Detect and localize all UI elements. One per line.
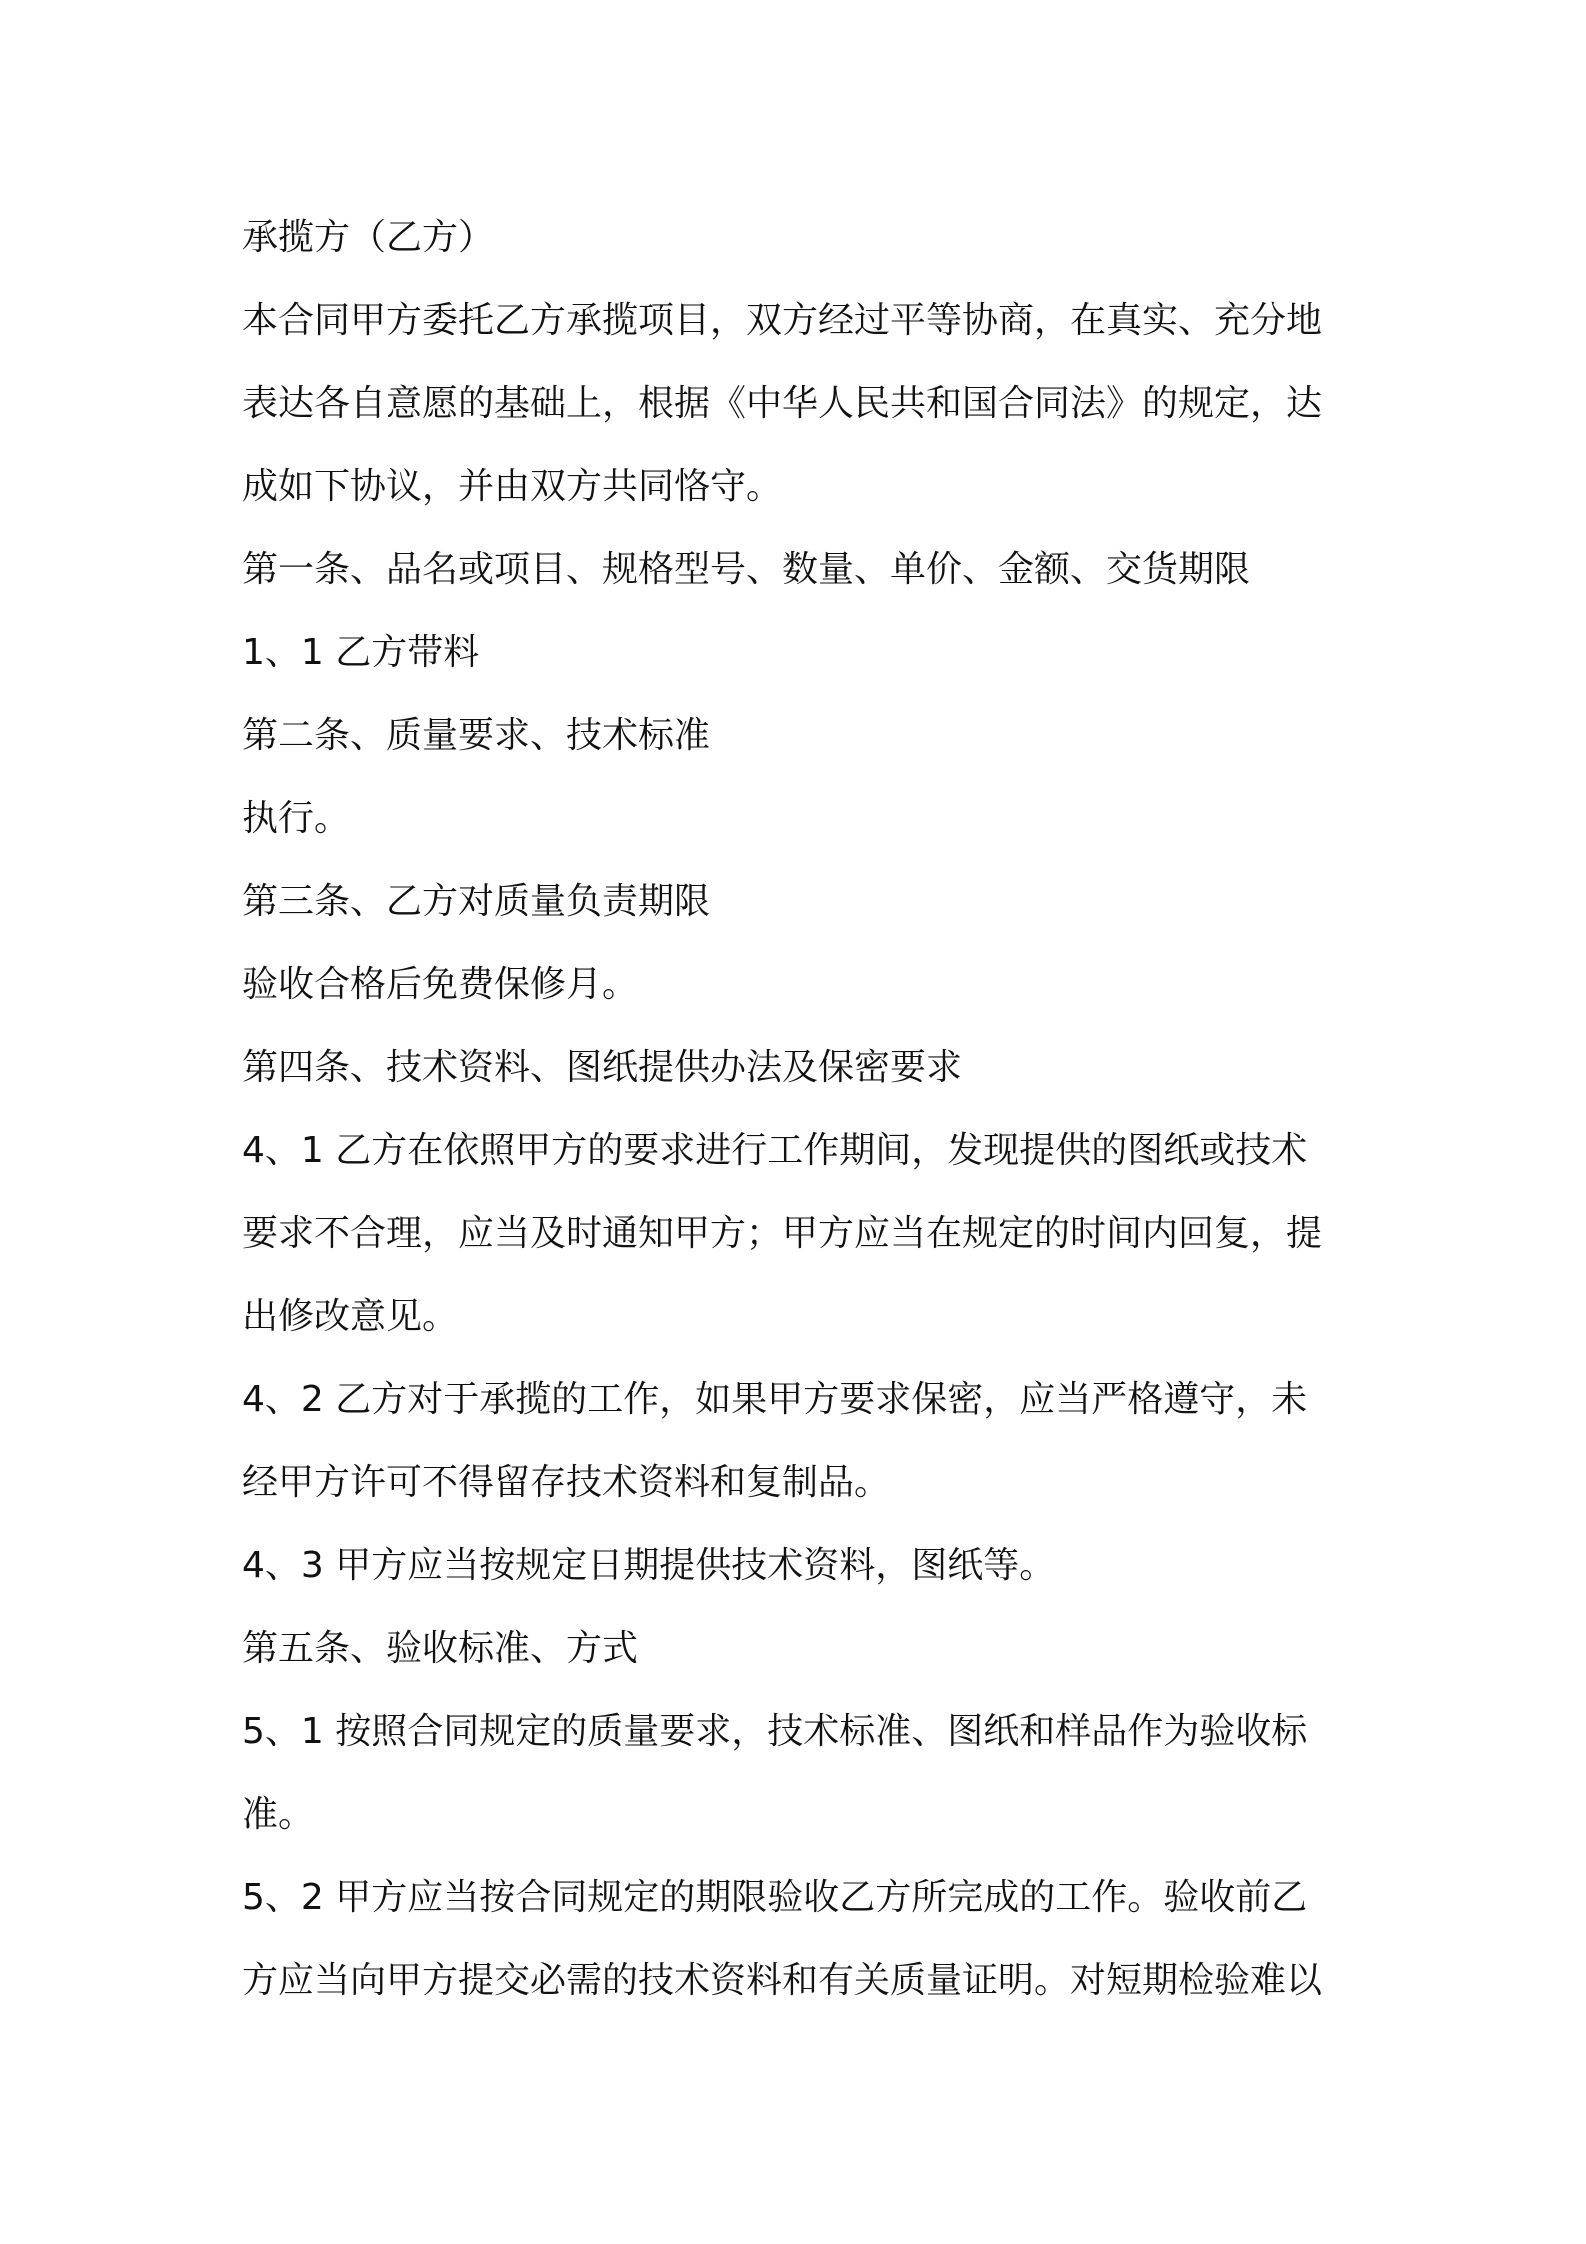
clause-4-2-line-1: 4、2 乙方对于承揽的工作，如果甲方要求保密，应当严格遵守，未 [242, 1379, 1308, 1420]
clause-5-2-line-1: 5、2 甲方应当按合同规定的期限验收乙方所完成的工作。验收前乙 [242, 1877, 1308, 1918]
article-2-text: 执行。 [242, 798, 351, 839]
article-2-heading: 第二条、质量要求、技术标准 [242, 715, 711, 756]
article-3-text: 验收合格后免费保修月。 [242, 964, 639, 1005]
article-1-heading: 第一条、品名或项目、规格型号、数量、单价、金额、交货期限 [242, 549, 1251, 590]
clause-4-1-line-2: 要求不合理，应当及时通知甲方；甲方应当在规定的时间内回复，提 [242, 1213, 1323, 1254]
party-b-heading: 承揽方（乙方） [242, 217, 495, 258]
clause-4-2-line-2: 经甲方许可不得留存技术资料和复制品。 [242, 1462, 891, 1503]
preamble-line-2: 表达各自意愿的基础上，根据《中华人民共和国合同法》的规定，达 [242, 383, 1323, 424]
clause-5-1-line-1: 5、1 按照合同规定的质量要求，技术标准、图纸和样品作为验收标 [242, 1711, 1308, 1752]
clause-5-1-line-2: 准。 [242, 1794, 315, 1835]
preamble-line-3: 成如下协议，并由双方共同恪守。 [242, 466, 783, 507]
article-5-heading: 第五条、验收标准、方式 [242, 1628, 639, 1669]
contract-body [242, 196, 1362, 2022]
clause-1-1: 1、1 乙方带料 [242, 632, 480, 673]
clause-4-1-line-1: 4、1 乙方在依照甲方的要求进行工作期间，发现提供的图纸或技术 [242, 1130, 1308, 1171]
preamble-line-1: 本合同甲方委托乙方承揽项目，双方经过平等协商，在真实、充分地 [242, 300, 1323, 341]
clause-4-3: 4、3 甲方应当按规定日期提供技术资料，图纸等。 [242, 1545, 1056, 1586]
article-4-heading: 第四条、技术资料、图纸提供办法及保密要求 [242, 1047, 963, 1088]
clause-5-2-line-2: 方应当向甲方提交必需的技术资料和有关质量证明。对短期检验难以 [242, 1960, 1323, 2001]
article-3-heading: 第三条、乙方对质量负责期限 [242, 881, 711, 922]
clause-4-1-line-3: 出修改意见。 [242, 1296, 459, 1337]
